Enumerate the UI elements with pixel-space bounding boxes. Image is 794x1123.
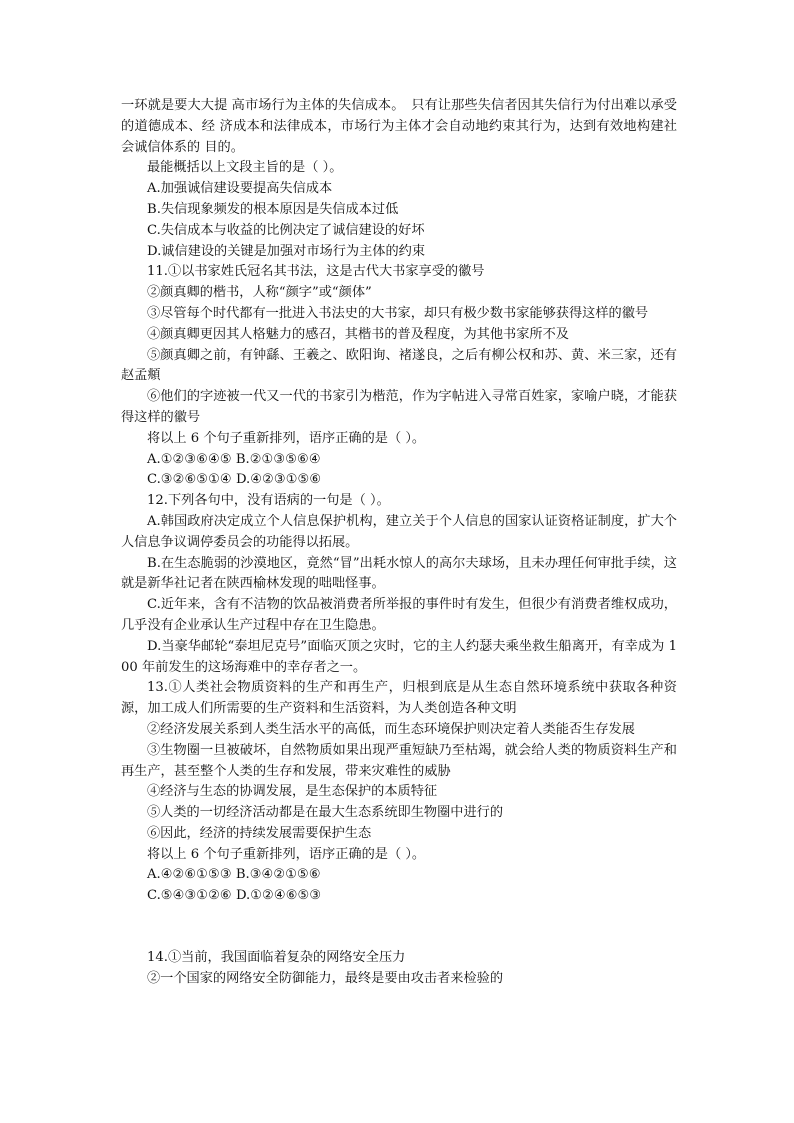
intro-paragraph: 一环就是要大大提 高市场行为主体的失信成本。 只有让那些失信者因其失信行为付出难以承受的道德成本、经 济成本和法律成本，市场行为主体才会自动地约束其行为，达到有效地构建社会诚信体系的 目的。 [121,98,677,155]
question-11-options-ab: A.①②③⑥④⑤ B.②①③⑤⑥④ [147,451,321,467]
document-body [121,96,677,990]
question-11-sentence-4: ④颜真卿更因其人格魅力的感召，其楷书的普及程度，为其他书家所不及 [147,326,569,342]
question-13-options-ab: A.④②⑥①⑤③ B.③④②①⑤⑥ [147,867,321,883]
question-12-option-d: D.当豪华邮轮“泰坦尼克号”面临灭顶之灾时，它的主人约瑟夫乘坐救生船离开，有幸成为 100 年前发生的这场海难中的幸存者之一。 [121,638,677,675]
question-11-sentence-3: ③尽管每个时代都有一批进入书法史的大书家，却只有极少数书家能够获得这样的徽号 [147,305,649,321]
question-12-stem: 12.下列各句中，没有语病的一句是（ ）。 [147,493,390,509]
question-14-sentence-1: 14.①当前，我国面临着复杂的网络安全压力 [147,950,406,966]
question-11-sentence-5: ⑤颜真卿之前，有钟繇、王羲之、欧阳询、褚遂良，之后有柳公权和苏、黄、米三家，还有赵孟頫 [121,347,677,384]
question-12-option-a: A.韩国政府决定成立个人信息保护机构，建立关于个人信息的国家认证资格证制度，扩大个人信息争议调停委员会的功能得以拓展。 [121,513,677,550]
question-10-option-b: B.失信现象频发的根本原因是失信成本过低 [147,201,399,217]
blank-gap [121,907,677,948]
question-10-option-d: D.诚信建设的关键是加强对市场行为主体的约束 [147,243,426,259]
question-10-stem: 最能概括以上文段主旨的是（ ）。 [147,160,343,176]
question-13-options-cd: C.⑤④③①②⑥ D.①②④⑥⑤③ [147,888,322,904]
question-13-sentence-6: ⑥因此，经济的持续发展需要保护生态 [147,825,372,841]
question-13-stem: 将以上 6 个句子重新排列，语序正确的是（ ）。 [147,846,426,862]
question-13-sentence-4: ④经济与生态的协调发展，是生态保护的本质特征 [147,784,438,800]
question-11-sentence-1: 11.①以书家姓氏冠名其书法，这是古代大书家享受的徽号 [147,264,485,280]
question-12-option-c: C.近年来，含有不洁物的饮品被消费者所举报的事件时有发生，但很少有消费者维权成功，几乎没有企业承认生产过程中存在卫生隐患。 [121,597,677,633]
question-10-option-c: C.失信成本与收益的比例决定了诚信建设的好坏 [147,222,425,238]
question-11-stem: 将以上 6 个句子重新排列，语序正确的是（ ）。 [147,430,426,446]
question-13-sentence-5: ⑤人类的一切经济活动都是在最大生态系统即生物圈中进行的 [147,805,504,821]
question-14-sentence-2: ②一个国家的网络安全防御能力，最终是要由攻击者来检验的 [147,970,504,986]
question-11-sentence-2: ②颜真卿的楷书，人称“颜字”或“颜体” [147,285,372,301]
question-13-sentence-1: 13.①人类社会物质资料的生产和再生产，归根到底是从生态自然环境系统中获取各种资源，加工成人们所需要的生产资料和生活资料，为人类创造各种文明 [121,680,677,717]
question-12-option-b: B.在生态脆弱的沙漠地区，竟然“冒”出耗水惊人的高尔夫球场，且未办理任何审批手续，这就是新华社记者在陕西榆林发现的咄咄怪事。 [121,555,677,592]
question-11-sentence-6: ⑥他们的字迹被一代又一代的书家引为楷范，作为字帖进入寻常百姓家，家喻户晓，才能获得这样的徽号 [121,389,677,425]
question-13-sentence-2: ②经济发展关系到人类生活水平的高低，而生态环境保护则决定着人类能否生存发展 [147,721,635,737]
question-10-option-a: A.加强诚信建设要提高失信成本 [147,181,333,197]
question-11-options-cd: C.③②⑥⑤①④ D.④②③①⑤⑥ [147,472,322,488]
question-13-sentence-3: ③生物圈一旦被破坏，自然物质如果出现严重短缺乃至枯竭，就会给人类的物质资料生产和再生产，甚至整个人类的生存和发展，带来灾难性的威胁 [121,742,677,779]
